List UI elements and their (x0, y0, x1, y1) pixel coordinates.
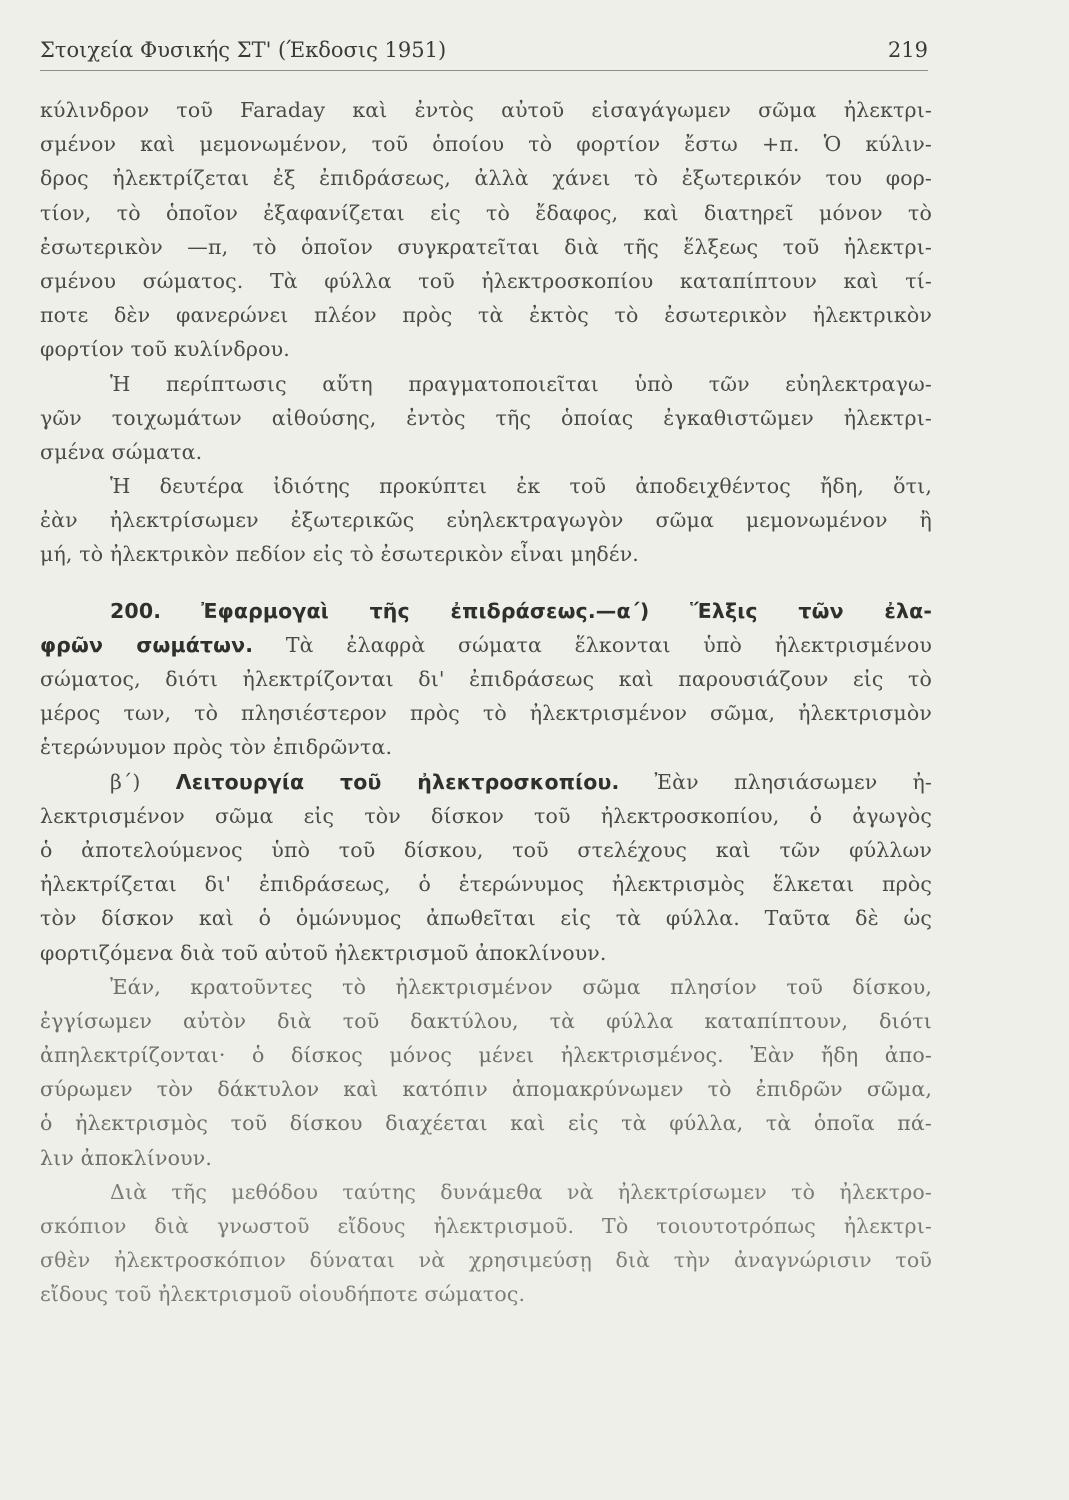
text-line (40, 503, 932, 537)
line-text: ἐὰν ἠλεκτρίσωμεν ἐξωτερικῶς εὐηλεκτραγωγὸν σῶμα μεμονωμένον ἢ (40, 508, 932, 533)
text-line (40, 230, 932, 264)
text-line (40, 970, 932, 1004)
page-number: 219 (887, 38, 928, 62)
line-text: φορτιζόμενα διὰ τοῦ αὐτοῦ ἠλεκτρισμοῦ ἀποκλίνουν. (40, 940, 607, 965)
line-text: ἀπηλεκτρίζονται· ὁ δίσκος μόνος μένει ἠλεκτρισμένος. Ἐὰν ἤδη ἀπο- (40, 1043, 932, 1068)
running-head (40, 38, 928, 71)
text-line (40, 401, 932, 435)
text-line (40, 537, 932, 571)
line-text: κύλινδρον τοῦ Faraday καὶ ἐντὸς αὐτοῦ εἰσαγάγωμεν σῶμα ἠλεκτρι- (40, 98, 932, 122)
line-text: ἐγγίσωμεν αὐτὸν διὰ τοῦ δακτύλου, τὰ φύλλα καταπίπτουν, διότι (40, 1008, 932, 1033)
line-text: σύρωμεν τὸν δάκτυλον καὶ κατόπιν ἀπομακρύνωμεν τὸ ἐπιδρῶν σῶμα, (40, 1077, 932, 1102)
text-line (40, 936, 932, 970)
text-line (40, 1038, 932, 1072)
line-text: σώματος, διότι ἠλεκτρίζονται δι' ἐπιδράσεως καὶ παρουσιάζουν εἰς τὸ (40, 667, 932, 691)
line-text: Διὰ τῆς μεθόδου ταύτης δυνάμεθα νὰ ἠλεκτρίσωμεν τὸ ἠλεκτρο- (110, 1179, 932, 1204)
subsection-title: Λειτουργία τοῦ ἠλεκτροσκοπίου. (175, 769, 620, 794)
text-line (40, 1277, 932, 1311)
text-line (40, 1243, 932, 1277)
text-line (40, 93, 932, 127)
line-text: Ἡ δευτέρα ἰδιότης προκύπτει ἐκ τοῦ ἀποδειχθέντος ἤδη, ὅτι, (110, 474, 932, 499)
text-line (40, 765, 932, 799)
section-title: Ἐφαρμογαὶ τῆς ἐπιδράσεως.—α΄) Ἕλξις τῶν ἐλα- (201, 598, 932, 623)
text-line (40, 1072, 932, 1106)
line-text: ὁ ἀποτελούμενος ὑπὸ τοῦ δίσκου, τοῦ στελέχους καὶ τῶν φύλλων (40, 837, 932, 862)
line-text: φορτίον τοῦ κυλίνδρου. (40, 337, 290, 362)
text-line (40, 1106, 932, 1140)
section-heading (40, 594, 932, 628)
line-text: μή, τὸ ἠλεκτρικὸν πεδίον εἰς τὸ ἐσωτερικὸν εἶναι μηδέν. (40, 542, 639, 567)
line-text: σκόπιον διὰ γνωστοῦ εἴδους ἠλεκτρισμοῦ. Τὸ τοιουτοτρόπως ἠλεκτρι- (40, 1214, 932, 1238)
line-text: δρος ἠλεκτρίζεται ἐξ ἐπιδράσεως, ἀλλὰ χάνει τὸ ἐξωτερικόν του φορ- (40, 166, 932, 191)
line-text: ἠλεκτρίζεται δι' ἐπιδράσεως, ὁ ἑτερώνυμος ἠλεκτρισμὸς ἕλκεται πρὸς (40, 872, 932, 897)
text-line (40, 730, 932, 764)
line-text: τὸν δίσκον καὶ ὁ ὁμώνυμος ἀπωθεῖται εἰς τὰ φύλλα. Ταῦτα δὲ ὡς (40, 906, 932, 931)
text-line (40, 1141, 932, 1175)
line-text: Ἡ περίπτωσις αὕτη πραγματοποιεῖται ὑπὸ τῶν εὐηλεκτραγω- (110, 371, 932, 396)
line-prefix: β΄) (110, 769, 176, 794)
text-line (40, 1175, 932, 1209)
line-text: γῶν τοιχωμάτων αἰθούσης, ἐντὸς τῆς ὁποίας ἐγκαθιστῶμεν ἠλεκτρι- (40, 405, 932, 430)
text-line (40, 833, 932, 867)
line-text: μέρος των, τὸ πλησιέστερον πρὸς τὸ ἠλεκτρισμένον σῶμα, ἠλεκτρισμὸν (40, 701, 932, 726)
text-line (40, 1209, 932, 1243)
text-line (40, 367, 932, 401)
line-text: Τὰ ἐλαφρὰ σώματα ἕλκονται ὑπὸ ἠλεκτρισμένου (253, 632, 932, 657)
line-text: ἑτερώνυμον πρὸς τὸν ἐπιδρῶντα. (40, 735, 393, 760)
text-line (40, 161, 932, 195)
line-text: τίον, τὸ ὁποῖον ἐξαφανίζεται εἰς τὸ ἔδαφος, καὶ διατηρεῖ μόνον τὸ (40, 200, 932, 225)
text-line (40, 332, 932, 366)
text-line (40, 435, 932, 469)
line-text: Ἐὰν πλησιάσωμεν ἠ- (619, 769, 932, 794)
line-text: σμένον καὶ μεμονωμένον, τοῦ ὁποίου τὸ φορτίον ἔστω +π. Ὁ κύλιν- (40, 132, 932, 157)
text-line (40, 196, 932, 230)
text-line (40, 127, 932, 161)
section-number: 200. (110, 598, 162, 623)
line-text: σμένα σώματα. (40, 439, 203, 464)
text-line (40, 696, 932, 730)
text-line (40, 469, 932, 503)
line-text: ποτε δὲν φανερώνει πλέον πρὸς τὰ ἐκτὸς τὸ ἐσωτερικὸν ἠλεκτρικὸν (40, 303, 932, 328)
line-text: ἐσωτερικὸν —π, τὸ ὁποῖον συγκρατεῖται διὰ τῆς ἕλξεως τοῦ ἠλεκτρι- (40, 234, 932, 259)
line-text: Ἐάν, κρατοῦντες τὸ ἠλεκτρισμένον σῶμα πλησίον τοῦ δίσκου, (110, 974, 932, 999)
text-line (40, 1004, 932, 1038)
text-line (40, 298, 932, 332)
line-text: λιν ἀποκλίνουν. (40, 1145, 213, 1170)
line-text: σθὲν ἠλεκτροσκόπιον δύναται νὰ χρησιμεύσῃ διὰ τὴν ἀναγνώρισιν τοῦ (40, 1248, 932, 1273)
line-text: εἴδους τοῦ ἠλεκτρισμοῦ οἱουδήποτε σώματος. (40, 1282, 526, 1307)
subsection-title: φρῶν σωμάτων. (40, 632, 254, 657)
text-line (40, 901, 932, 935)
text-line (40, 628, 932, 662)
line-text: ὁ ἠλεκτρισμὸς τοῦ δίσκου διαχέεται καὶ εἰς τὰ φύλλα, τὰ ὁποῖα πά- (40, 1111, 932, 1136)
running-title: Στοιχεία Φυσικής ΣΤ' (Έκδοσις 1951) (40, 38, 447, 62)
text-line (40, 799, 932, 833)
text-line (40, 662, 932, 696)
line-text: λεκτρισμένον σῶμα εἰς τὸν δίσκον τοῦ ἠλεκτροσκοπίου, ὁ ἀγωγὸς (40, 803, 932, 828)
text-line (40, 867, 932, 901)
body-text (40, 93, 932, 1312)
line-text: σμένου σώματος. Τὰ φύλλα τοῦ ἠλεκτροσκοπίου καταπίπτουν καὶ τί- (40, 268, 932, 293)
text-line (40, 264, 932, 298)
